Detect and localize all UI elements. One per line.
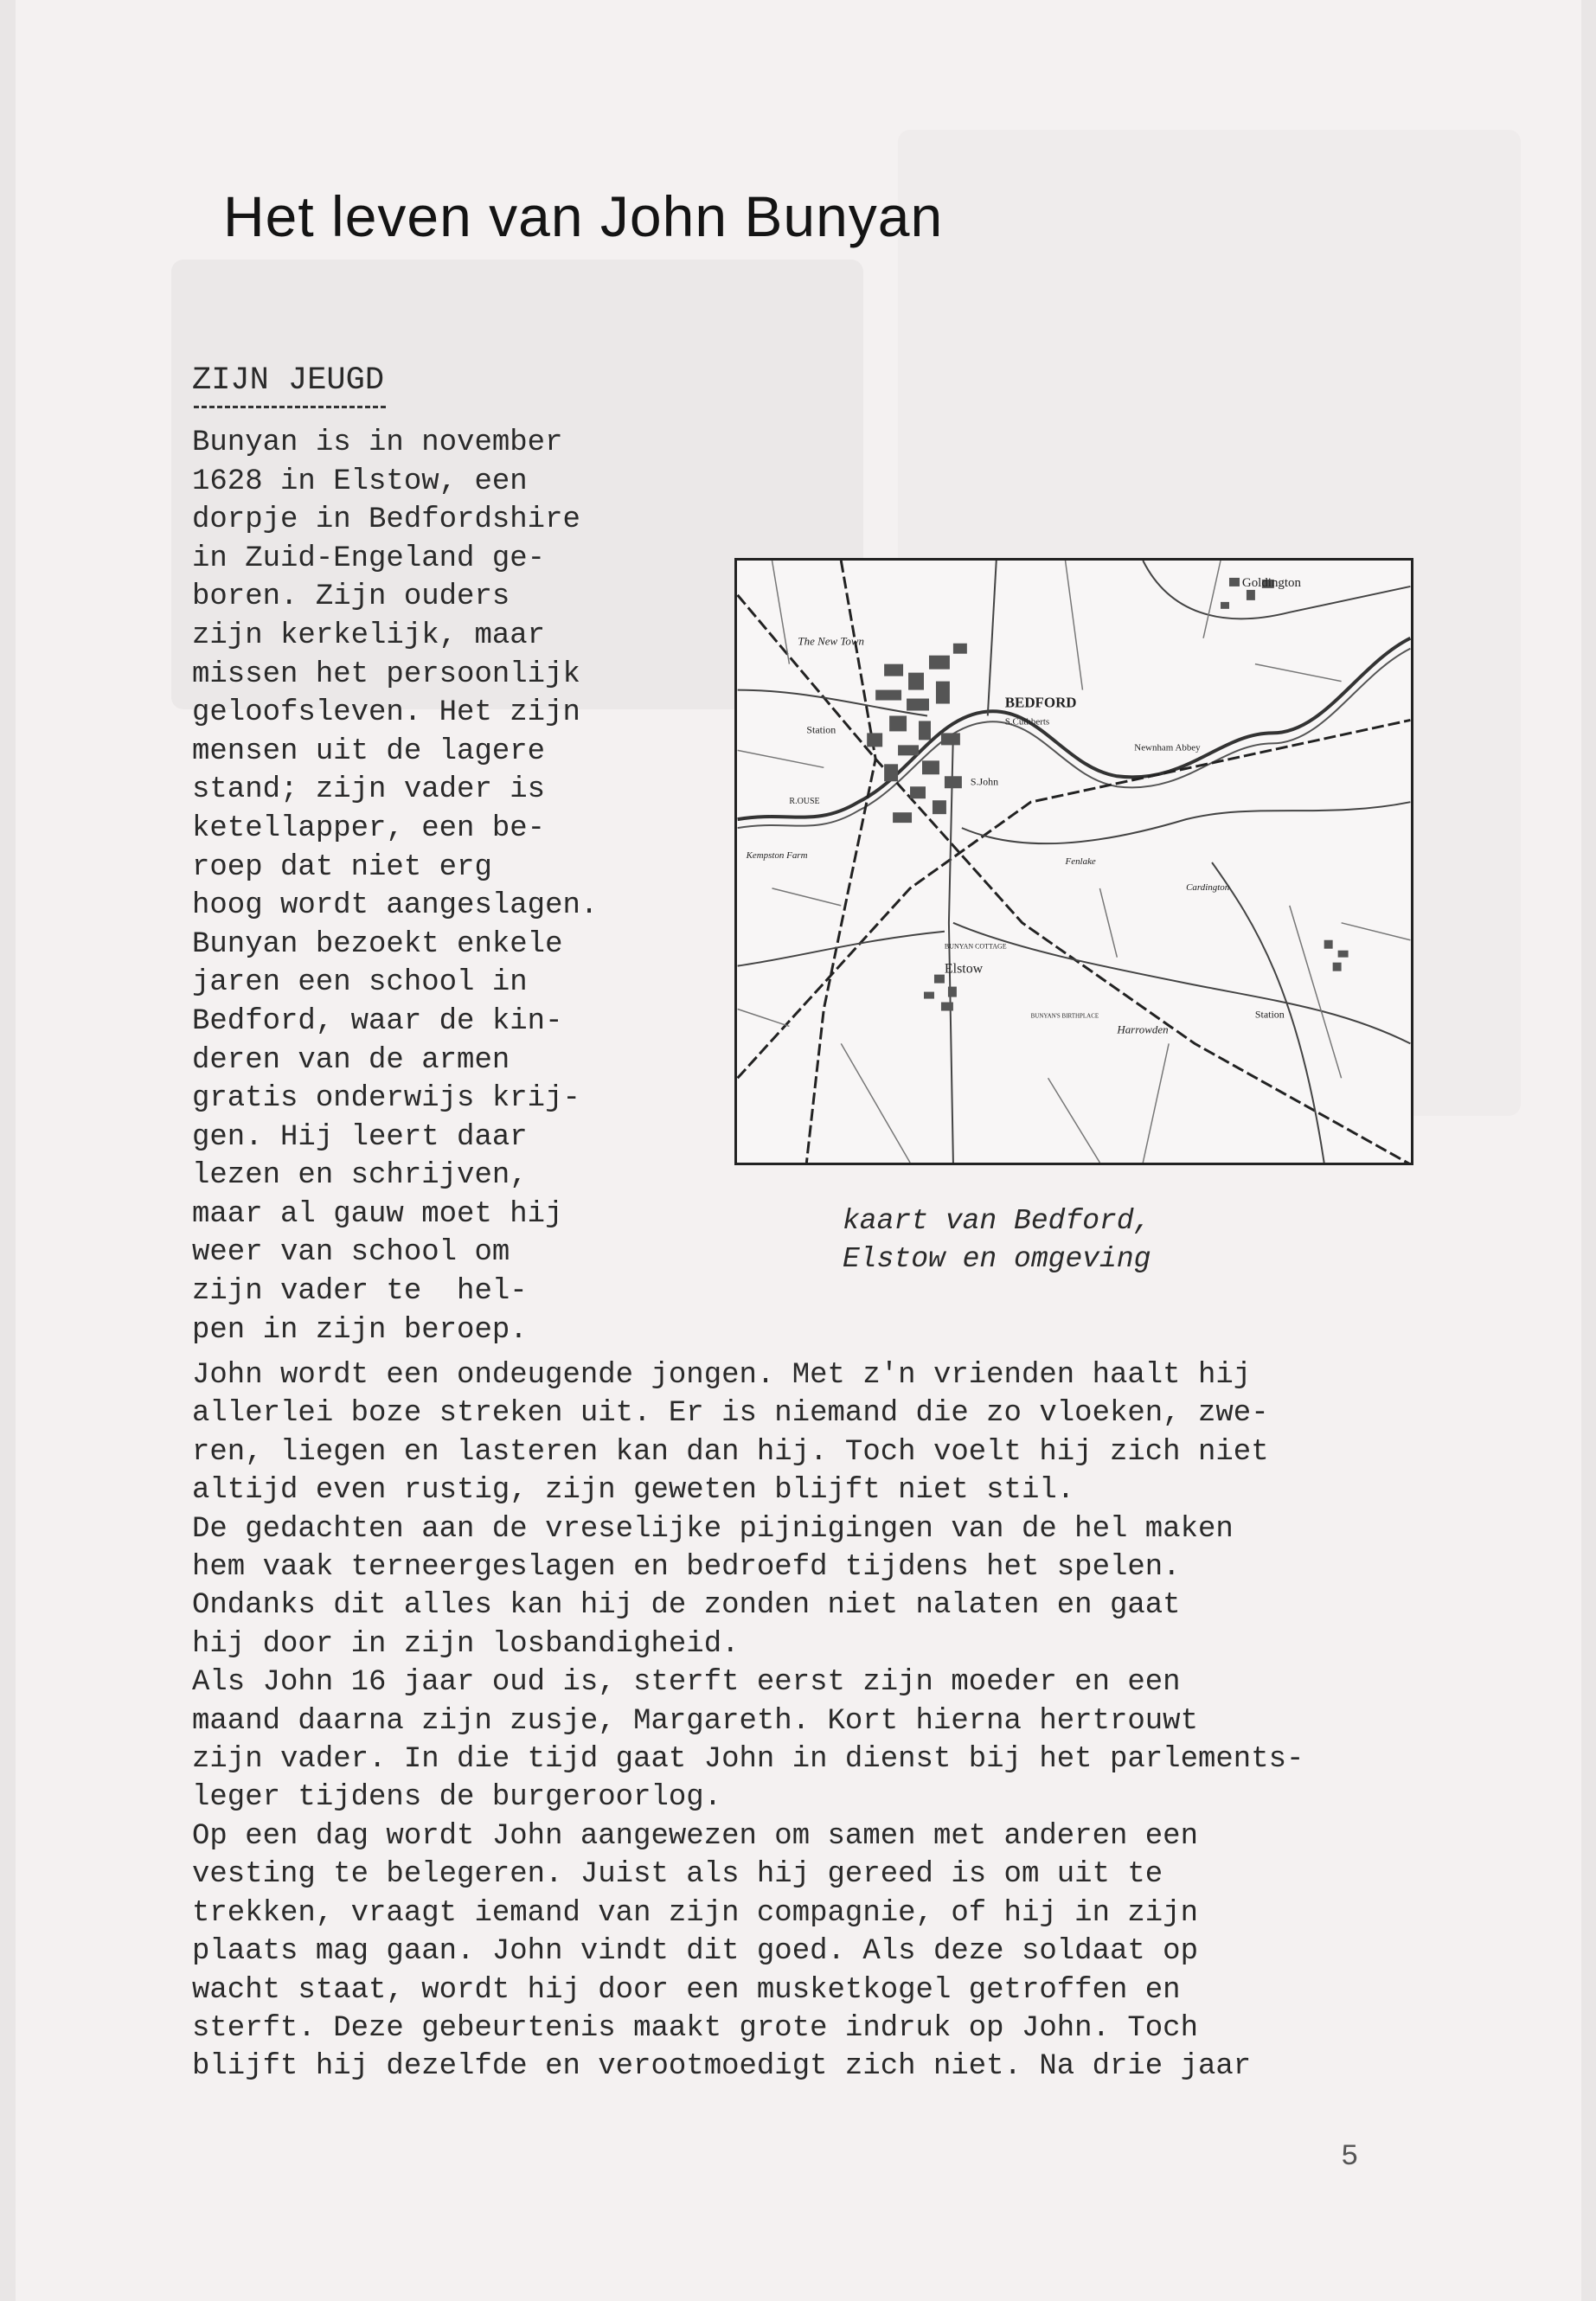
railway-line — [738, 595, 1411, 1163]
page-number: 5 — [1341, 2141, 1359, 2174]
map-of-bedford-elstow — [737, 561, 1411, 1163]
main-paragraph: John wordt een ondeugende jongen. Met z'n vrienden haalt hij allerlei boze streken uit. Er is niemand die zo vloeken, zwe- ren, liegen en lasteren kan dan hij. Toch voelt hij zich niet altijd even rustig, zijn geweten blijft niet stil. De gedachten aan de vreselijke pijnigingen van de hel maken hem vaak terneergeslagen en bedroefd tijdens het spelen. Ondanks dit alles kan hij de zonden niet nalaten en gaat hij door in zijn losbandigheid. Als John 16 jaar oud is, sterft eerst zijn moeder en een maand daarna zijn zusje, Margareth. Kort hierna hertrouwt zijn vader. In die tijd gaat John in dienst bij het parlements- leger tijdens de burgeroorlog. Op een dag wordt John aangewezen om samen met anderen een vesting te belegeren. Juist als hij gereed is om uit te trekken, vraagt iemand van zijn compagnie, of hij in zijn plaats mag gaan. John vindt dit goed. Als deze soldaat op wacht staat, wordt hij door een musketkogel getroffen en sterft. Deze gebeurtenis maakt grote indruk op John. Toch blijft hij dezelfde en verootmoedigt zich niet. Na drie jaar — [192, 1359, 1304, 2084]
intro-paragraph: Bunyan is in november 1628 in Elstow, een dorpje in Bedfordshire in Zuid-Engeland ge- boren. Zijn ouders zijn kerkelijk, maar missen het persoonlijk geloofsleven. Het zijn mensen uit de lagere stand; zijn vader is ketellapper, een be- roep dat niet erg hoog wordt aangeslagen. Bunyan bezoekt enkele jaren een school in Bedford, waar de kin- deren van de armen gratis onderwijs krij- gen. Hij leert daar lezen en schrijven, maar al gauw moet hij weer van school om zijn vader te hel- pen in zijn beroep. — [192, 426, 599, 1347]
label-new-town: The New Town — [798, 634, 864, 648]
section-heading: ZIJN JEUGD — [192, 362, 385, 399]
road-7 — [738, 932, 945, 966]
road-6 — [953, 923, 1410, 1044]
label-fenlake: Fenlake — [1065, 856, 1096, 867]
label-bedford: BEDFORD — [1004, 694, 1077, 711]
heading-underline — [194, 406, 386, 408]
label-ouse: R.OUSE — [789, 797, 820, 807]
label-cardington: Cardington — [1186, 881, 1230, 893]
label-cuthberts: S.Cuthberts — [1004, 716, 1050, 727]
road-2 — [962, 802, 1411, 843]
label-harrowden: Harrowden — [1117, 1022, 1169, 1036]
map-caption: kaart van Bedford, Elstow en omgeving — [843, 1205, 1151, 1275]
label-bunyans-cottage: BUNYAN COTTAGE — [944, 942, 1007, 951]
label-newnham: Newnham Abbey — [1134, 742, 1201, 753]
label-elstow: Elstow — [944, 961, 984, 977]
label-kempston: Kempston Farm — [746, 850, 808, 862]
railway-line-3 — [806, 561, 875, 1163]
label-goldington: Goldington — [1241, 575, 1302, 590]
label-john: S.John — [970, 775, 999, 788]
railway-line-2 — [738, 720, 1411, 1078]
label-birthplace: BUNYAN'S BIRTHPLACE — [1030, 1012, 1099, 1020]
map-figure — [734, 558, 1413, 1165]
label-station-east: Station — [1254, 1008, 1285, 1021]
road-4 — [988, 561, 997, 715]
cardington-village — [1324, 940, 1349, 971]
elstow-village — [924, 975, 957, 1011]
page-title: Het leven van John Bunyan — [223, 184, 944, 248]
label-station-west: Station — [806, 723, 836, 736]
